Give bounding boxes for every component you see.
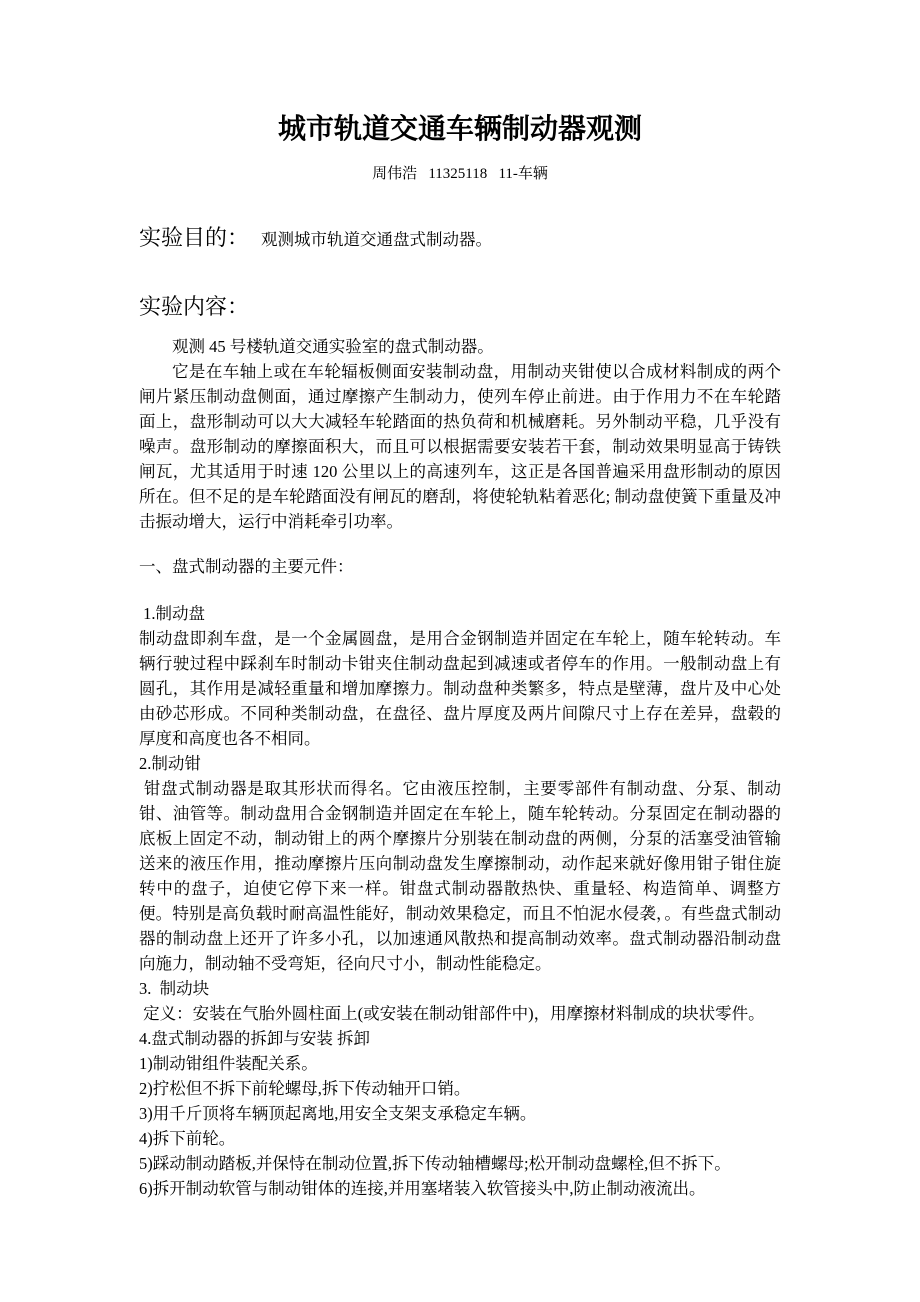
- disassembly-steps: [139, 1051, 781, 1201]
- item2-text: 钳盘式制动器是取其形状而得名。它由液压控制，主要零部件有制动盘、分泵、制动钳、油管等。制动盘用合金钢制造并固定在车轮上，随车轮转动。分泵固定在制动器的底板上固定不动，制动钳上的两个摩擦片分别装在制动盘的两侧，分泵的活塞受油管输送来的液压作用，推动摩擦片压向制动盘发生摩擦制动，动作起来就好像用钳子钳住旋转中的盘子，迫使它停下来一样。钳盘式制动器散热快、重量轻、构造简单、调整方便。特别是高负载时耐高温性能好，制动效果稳定，而且不怕泥水侵袭，。有些盘式制动器的制动盘上还开了许多小孔，以加速通风散热和提高制动效率。盘式制动器沿制动盘向施力，制动轴不受弯矩，径向尺寸小，制动性能稳定。: [139, 779, 782, 974]
- item4-heading: 4.盘式制动器的拆卸与安装 拆卸: [139, 1029, 370, 1049]
- step-line: 5)踩动制动踏板,并保恃在制动位置,拆下传动轴槽螺母;松开制动盘螺栓,但不拆下。: [139, 1154, 731, 1174]
- step-line: 3)用千斤顶将车辆顶起离地,用安全支架支承稳定车辆。: [139, 1104, 537, 1124]
- step-line: 2)拧松但不拆下前轮螺母,拆下传动轴开口销。: [139, 1079, 471, 1099]
- step-line: 6)拆开制动软管与制动钳体的连接,并用塞堵装入软管接头中,防止制动液流出。: [139, 1179, 706, 1199]
- item3-text: 定义：安装在气胎外圆柱面上(或安装在制动钳部件中)，用摩擦材料制成的块状零件。: [139, 1004, 765, 1024]
- overview-paragraph: 它是在车轴上或在车轮辐板侧面安装制动盘，用制动夹钳使以合成材料制成的两个闸片紧压制动盘侧面，通过摩擦产生制动力，使列车停止前进。由于作用力不在车轮踏面上，盘形制动可以大大减轻车轮踏面的热负荷和机械磨耗。另外制动平稳，几乎没有噪声。盘形制动的摩擦面积大，而且可以根据需要安装若干套，制动效果明显高于铸铁闸瓦，尤其适用于时速 120 公里以上的高速列车，这正是各国普遍采用盘形制动的原因所在。但不足的是车轮踏面没有闸瓦的磨刮，将使轮轨粘着恶化; 制动盘使簧下重量及冲击振动增大，运行中消耗牵引功率。: [139, 362, 781, 532]
- step-line: 1)制动钳组件装配关系。: [139, 1054, 318, 1074]
- purpose-text: 观测城市轨道交通盘式制动器。: [261, 230, 493, 250]
- document-title: 城市轨道交通车辆制动器观测: [277, 114, 642, 145]
- intro-paragraph: 观测 45 号楼轨道交通实验室的盘式制动器。: [172, 337, 494, 357]
- author-byline: 周伟浩 11325118 11-车辆: [372, 166, 548, 183]
- item2-heading: 2.制动钳: [139, 754, 201, 774]
- item3-heading: 3. 制动块: [139, 979, 210, 999]
- purpose-section: [139, 223, 781, 256]
- section1-heading: 一、盘式制动器的主要元件：: [139, 557, 354, 577]
- item1-text: 制动盘即刹车盘，是一个金属圆盘，是用合金钢制造并固定在车轮上，随车轮转动。车辆行驶过程中踩刹车时制动卡钳夹住制动盘起到减速或者停车的作用。一般制动盘上有圆孔，其作用是减轻重量和增加摩擦力。制动盘种类繁多，特点是壁薄，盘片及中心处由砂芯形成。不同种类制动盘，在盘径、盘片厚度及两片间隙尺寸上存在差异，盘毂的厚度和高度也各不相同。: [139, 629, 781, 749]
- step-line: 4)拆下前轮。: [139, 1129, 236, 1149]
- purpose-heading: 实验目的：: [139, 225, 250, 251]
- item1-heading: 1.制动盘: [139, 604, 205, 624]
- content-heading: 实验内容：: [139, 294, 250, 320]
